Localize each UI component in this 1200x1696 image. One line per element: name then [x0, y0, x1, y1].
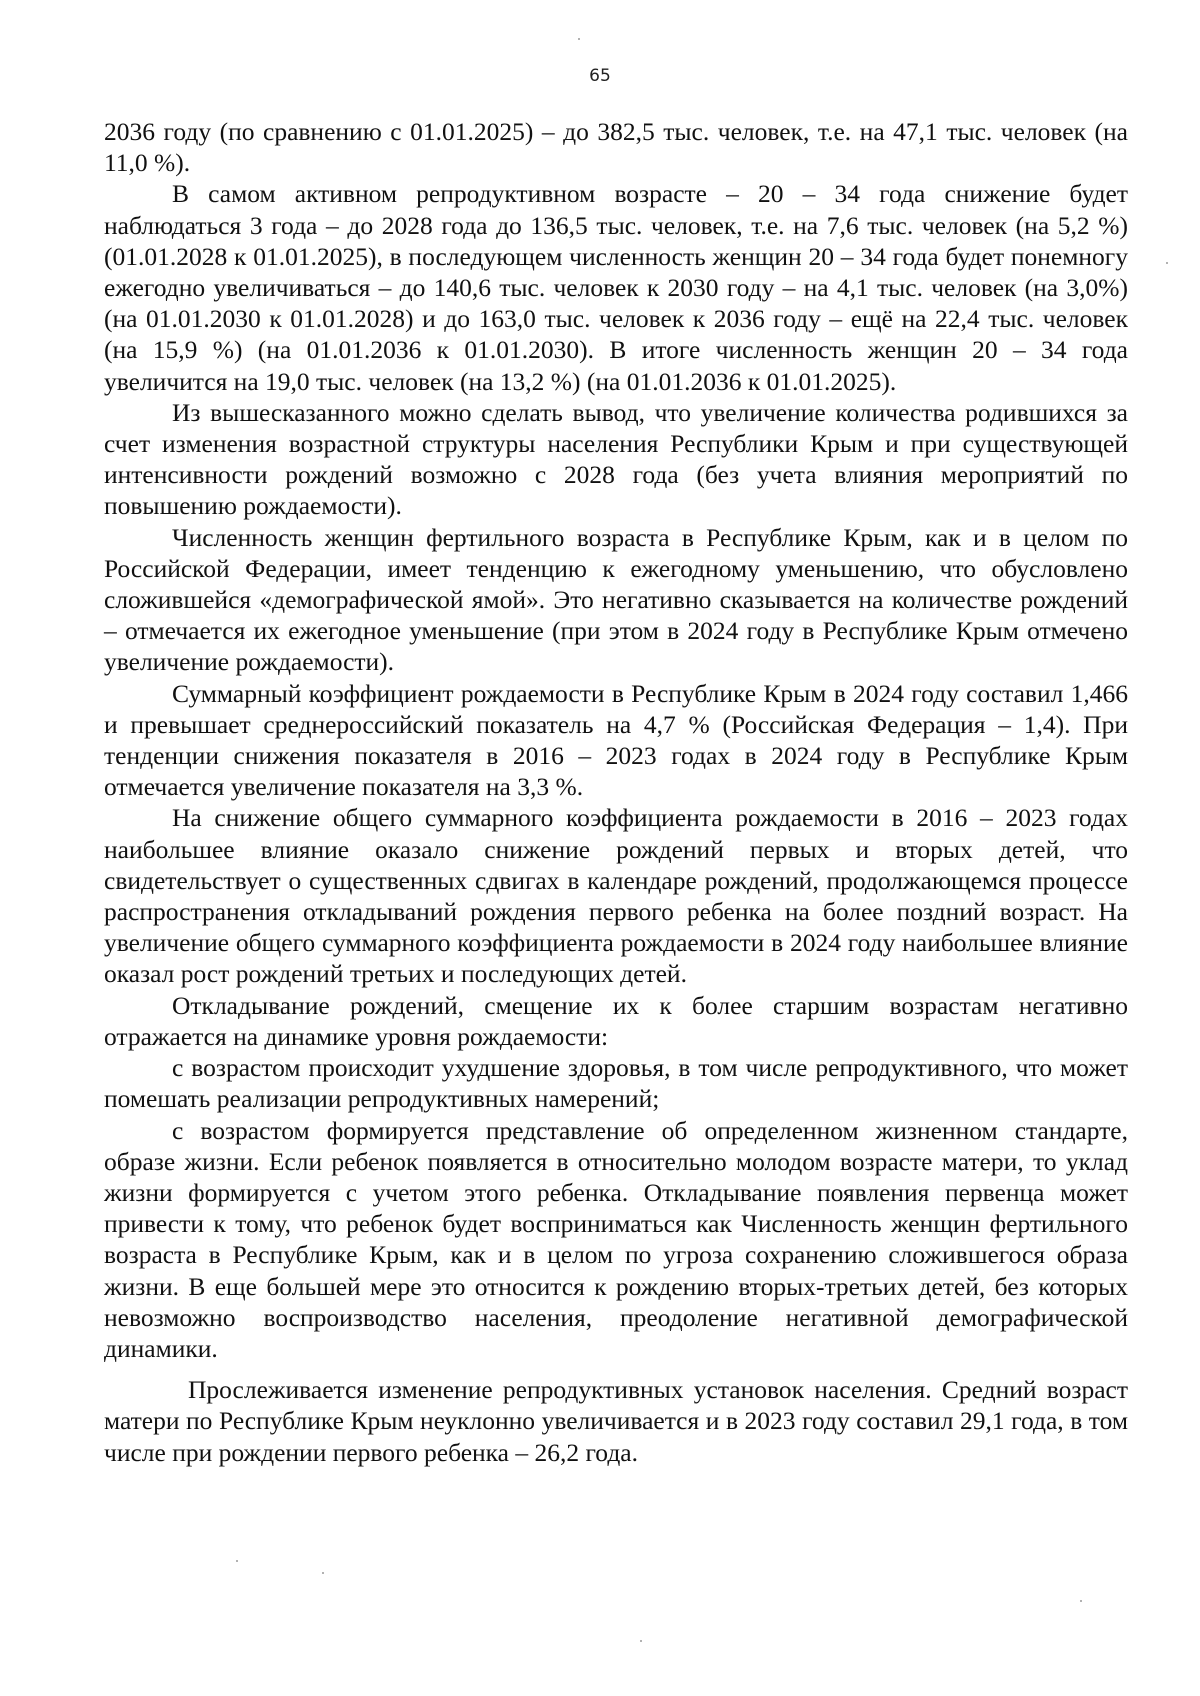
paragraph-fertility-rate: Суммарный коэффициент рождаемости в Республике Крым в 2024 году составил 1,466 и превышает среднероссийский показатель на 4,7 % (Российская Федерация – 1,4). При тенденции снижения показателя в 2016 – 2023 годах в 2024 году в Республике Крым отмечается увеличение показателя на 3,3 %. [104, 678, 1128, 802]
scan-speck [1166, 262, 1168, 264]
document-body [104, 116, 1128, 1468]
paragraph-reproductive-age: В самом активном репродуктивном возрасте – 20 – 34 года снижение будет наблюдаться 3 года – до 2028 года до 136,5 тыс. человек, т.е. на 7,6 тыс. человек (на 5,2 %) (01.01.2028 к 01.01.2025), в последующем численность женщин 20 – 34 года будет понемногу ежегодно увеличиваться – до 140,6 тыс. человек к 2030 году – на 4,1 тыс. человек (на 3,0%) (на 01.01.2030 к 01.01.2028) и до 163,0 тыс. человек к 2036 году – ещё на 22,4 тыс. человек (на 15,9 %) (на 01.01.2036 к 01.01.2030). В итоге численность женщин 20 – 34 года увеличится на 19,0 тыс. человек (на 13,2 %) (на 01.01.2036 к 01.01.2025). [104, 179, 1128, 396]
scan-speck [1080, 1600, 1082, 1602]
scan-speck [322, 1572, 324, 1574]
page-number: 65 [589, 66, 611, 86]
list-item-health: с возрастом происходит ухудшение здоровья, в том числе репродуктивного, что может помешать реализации репродуктивных намерений; [104, 1053, 1128, 1114]
list-item-lifestyle: с возрастом формируется представление об определенном жизненном стандарте, образе жизни. Если ребенок появляется в относительно молодом возрасте матери, то уклад жизни формируется с учетом этого ребенка. Откладывание появления первенца может привести к тому, что ребенок будет восприниматься как Численность женщин фертильного возраста в Республике Крым, как и в целом по угроза сохранению сложившегося образа жизни. В еще большей мере это относится к рождению вторых-третьих детей, без которых невозможно воспроизводство населения, преодоление негативной демографической динамики. [104, 1115, 1128, 1363]
paragraph-mother-age: Прослеживается изменение репродуктивных установок населения. Средний возраст матери по Республике Крым неуклонно увеличивается и в 2023 году составил 29,1 года, в том числе при рождении первого ребенка – 26,2 года. [104, 1375, 1128, 1467]
paragraph-delayed-births: Откладывание рождений, смещение их к более старшим возрастам негативно отражается на динамике уровня рождаемости: [104, 990, 1128, 1051]
paragraph-continuation: 2036 году (по сравнению с 01.01.2025) – до 382,5 тыс. человек, т.е. на 47,1 тыс. человек (на 11,0 %). [104, 117, 1128, 178]
paragraph-decline-factors: На снижение общего суммарного коэффициента рождаемости в 2016 – 2023 годах наибольшее влияние оказало снижение рождений первых и вторых детей, что свидетельствует о существенных сдвигах в календаре рождений, продолжающемся процессе распространения откладываний рождения первого ребенка на более поздний возраст. На увеличение общего суммарного коэффициента рождаемости в 2024 году наибольшее влияние оказал рост рождений третьих и последующих детей. [104, 803, 1128, 989]
scan-speck [236, 1560, 238, 1562]
paragraph-fertile-women: Численность женщин фертильного возраста в Республике Крым, как и в целом по Российской Федерации, имеет тенденцию к ежегодному уменьшению, что обусловлено сложившейся «демографической ямой». Это негативно сказывается на количестве рождений – отмечается их ежегодное уменьшение (при этом в 2024 году в Республике Крым отмечено увеличение рождаемости). [104, 522, 1128, 677]
paragraph-conclusion: Из вышесказанного можно сделать вывод, что увеличение количества родившихся за счет изменения возрастной структуры населения Республики Крым и при существующей интенсивности рождений возможно с 2028 года (без учета влияния мероприятий по повышению рождаемости). [104, 397, 1128, 521]
scan-speck [578, 38, 580, 40]
scan-speck [640, 1640, 642, 1642]
